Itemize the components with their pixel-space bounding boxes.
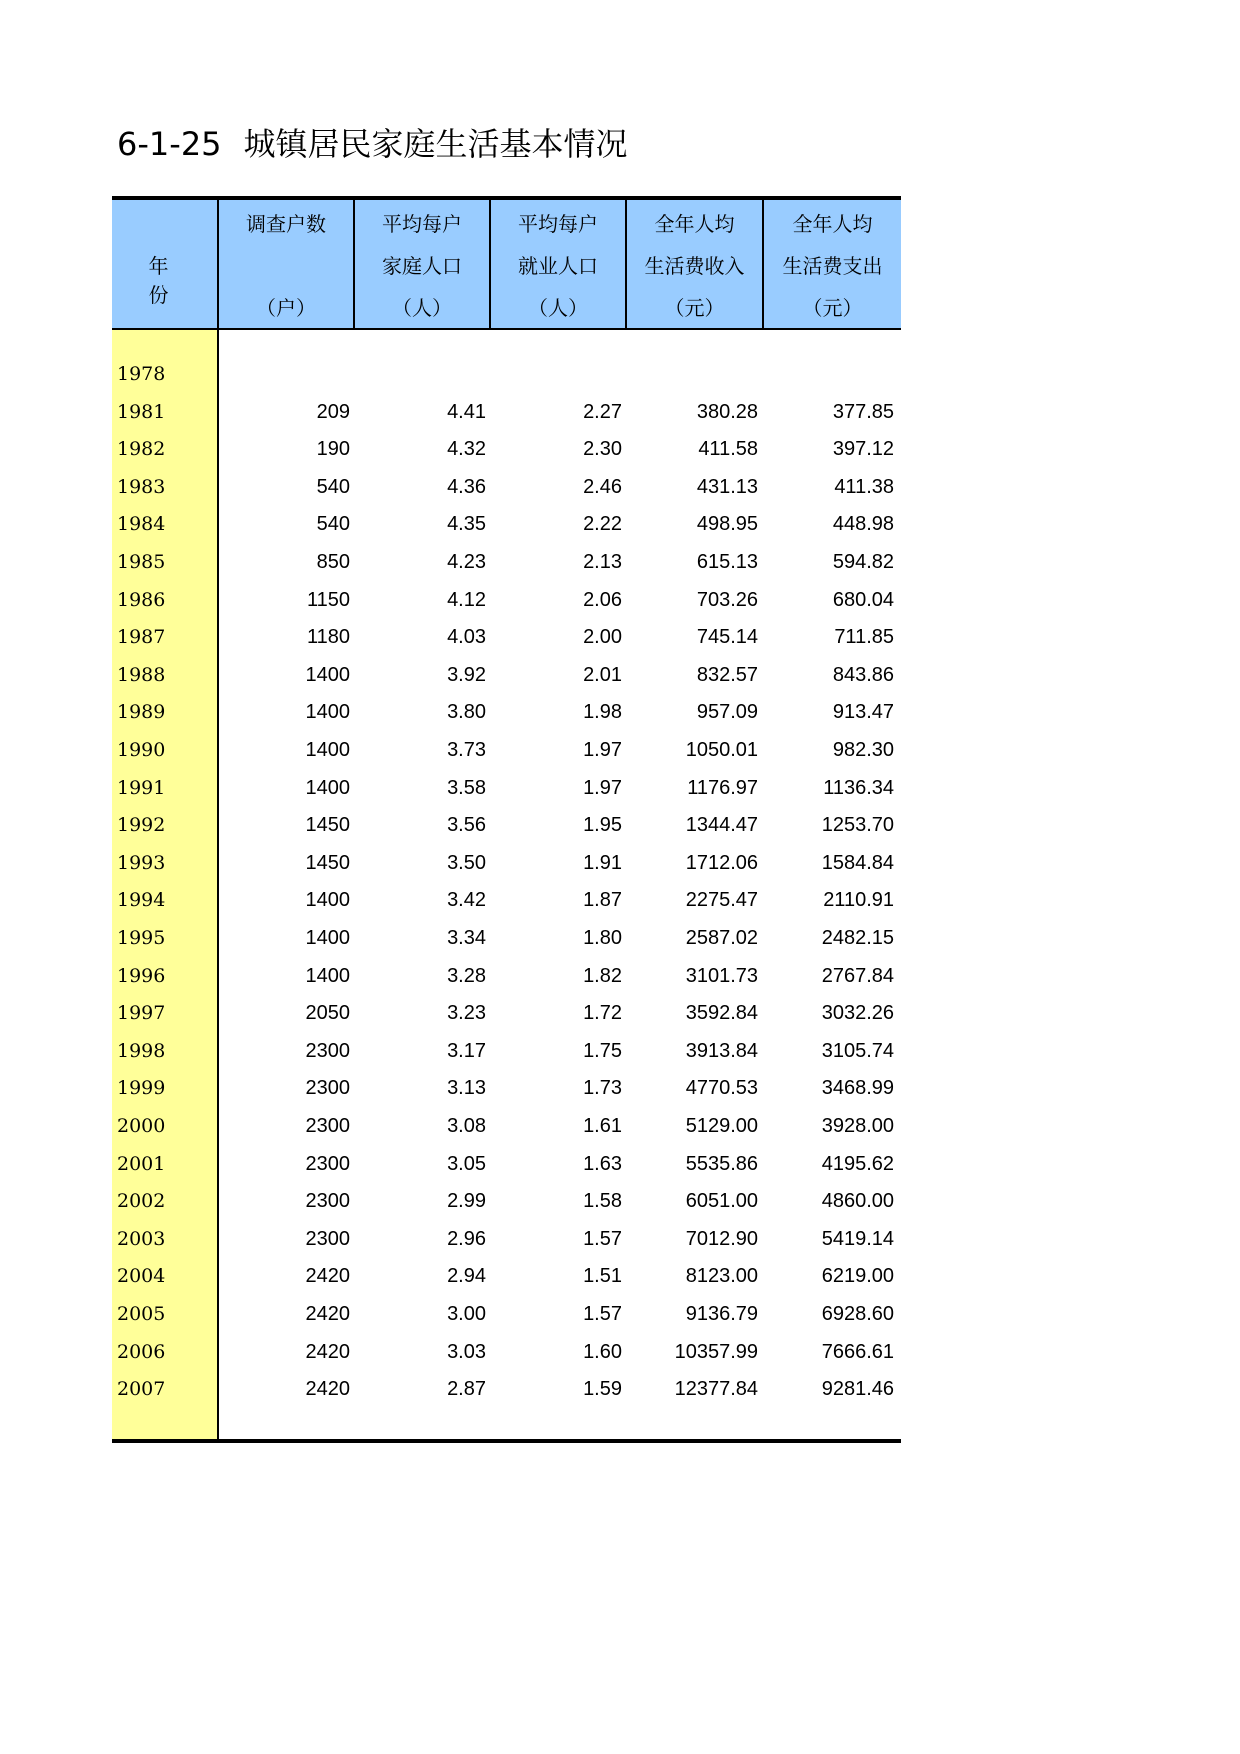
header-unit: （人）: [392, 296, 452, 320]
table-row: [219, 1334, 901, 1371]
cell-income: 957.09: [696, 701, 758, 723]
cell-expenditure: 680.04: [832, 589, 894, 611]
cell-employed: 2.30: [583, 438, 622, 460]
cell-households: 2420: [305, 1341, 350, 1363]
cell-family-size: 3.00: [447, 1303, 486, 1325]
cell-households: 2300: [305, 1077, 350, 1099]
header-line2: 生活费收入: [644, 254, 745, 278]
table-row: [219, 1033, 901, 1070]
table-row: [219, 1296, 901, 1333]
cell-employed: 1.51: [583, 1265, 622, 1287]
table-row: [219, 807, 901, 844]
year-cell: 1991: [117, 777, 166, 799]
cell-income: 615.13: [696, 551, 758, 573]
cell-employed: 1.57: [583, 1303, 622, 1325]
cell-households: 1180: [306, 626, 350, 648]
cell-family-size: 3.58: [447, 777, 486, 799]
cell-employed: 2.06: [583, 589, 622, 611]
cell-income: 10357.99: [674, 1341, 758, 1363]
header-line2: 家庭人口: [382, 254, 462, 278]
cell-income: 498.95: [696, 513, 758, 535]
year-cell: 2006: [117, 1341, 166, 1363]
table-row: [219, 582, 901, 619]
table-row: [219, 920, 901, 957]
cell-income: 8123.00: [685, 1265, 758, 1287]
cell-family-size: 2.99: [447, 1190, 486, 1212]
header-unit: （户）: [256, 296, 316, 320]
year-cell: 2004: [117, 1265, 166, 1287]
table-row: [219, 431, 901, 468]
cell-expenditure: 4860.00: [821, 1190, 894, 1212]
cell-expenditure: 982.30: [832, 739, 894, 761]
table-number: 6-1-25: [117, 125, 222, 163]
cell-households: 1450: [305, 852, 350, 874]
cell-expenditure: 2110.91: [823, 889, 894, 911]
cell-employed: 2.00: [583, 626, 622, 648]
cell-households: 850: [316, 551, 350, 573]
table-row: [219, 845, 901, 882]
header-year-label: 年 份: [148, 254, 193, 307]
year-cell: 2005: [117, 1303, 166, 1325]
cell-family-size: 3.50: [447, 852, 486, 874]
header-family-size: [355, 200, 491, 328]
cell-expenditure: 1584.84: [821, 852, 894, 874]
cell-family-size: 4.32: [447, 438, 486, 460]
year-cell: 1995: [117, 927, 166, 949]
cell-employed: 1.82: [583, 965, 622, 987]
cell-employed: 1.60: [583, 1341, 622, 1363]
cell-income: 1344.47: [685, 814, 758, 836]
header-line2: 就业人口: [518, 254, 598, 278]
cell-households: 1150: [306, 589, 350, 611]
year-cell: 1996: [117, 965, 166, 987]
year-cell: 1997: [117, 1002, 166, 1024]
cell-expenditure: 2767.84: [821, 965, 894, 987]
cell-households: 2300: [305, 1190, 350, 1212]
cell-family-size: 3.80: [447, 701, 486, 723]
cell-expenditure: [763, 356, 899, 393]
cell-income: 1176.97: [687, 777, 758, 799]
cell-households: [219, 356, 355, 393]
cell-expenditure: 411.38: [834, 476, 894, 498]
cell-employed: 1.75: [583, 1040, 622, 1062]
cell-family-size: 4.41: [447, 401, 486, 423]
year-cell: 1989: [117, 701, 166, 723]
table-header: [112, 196, 901, 330]
cell-employed: 1.59: [583, 1378, 622, 1400]
cell-employed: 1.73: [583, 1077, 622, 1099]
cell-expenditure: 7666.61: [821, 1341, 894, 1363]
cell-income: 3913.84: [685, 1040, 758, 1062]
cell-employed: [491, 356, 627, 393]
header-unit: （人）: [528, 296, 588, 320]
cell-family-size: 4.23: [447, 551, 486, 573]
cell-households: 1400: [305, 965, 350, 987]
header-line1: 调查户数: [246, 212, 326, 236]
cell-households: 1450: [305, 814, 350, 836]
cell-households: 2420: [305, 1265, 350, 1287]
table-row: [219, 356, 901, 393]
cell-family-size: 3.28: [447, 965, 486, 987]
cell-expenditure: 6219.00: [821, 1265, 894, 1287]
year-cell: 1987: [117, 626, 166, 648]
cell-households: 2420: [305, 1303, 350, 1325]
cell-income: 411.58: [698, 438, 758, 460]
cell-expenditure: 1253.70: [821, 814, 894, 836]
year-column: [112, 330, 219, 1439]
year-cell: 1998: [117, 1040, 166, 1062]
cell-employed: 2.27: [583, 401, 622, 423]
header-unit: （元）: [802, 296, 863, 320]
cell-employed: 1.91: [583, 852, 622, 874]
header-expenditure: [764, 200, 901, 328]
cell-expenditure: 4195.62: [821, 1153, 894, 1175]
header-line1: 全年人均: [792, 212, 873, 236]
cell-expenditure: 2482.15: [821, 927, 894, 949]
year-cell: 2000: [117, 1115, 166, 1137]
header-line1: 全年人均: [654, 212, 735, 236]
table-row: [219, 619, 901, 656]
table-row: [219, 1070, 901, 1107]
cell-employed: 1.72: [583, 1002, 622, 1024]
cell-expenditure: 397.12: [832, 438, 894, 460]
cell-expenditure: 448.98: [832, 513, 894, 535]
year-cell: 1990: [117, 739, 166, 761]
table-title: 城镇居民家庭生活基本情况: [243, 125, 628, 163]
table-row: [219, 732, 901, 769]
cell-expenditure: 9281.46: [821, 1378, 894, 1400]
cell-expenditure: 711.85: [834, 626, 894, 648]
cell-employed: 1.57: [583, 1228, 622, 1250]
header-income: [627, 200, 764, 328]
cell-family-size: 3.03: [447, 1341, 486, 1363]
year-cell: 1999: [117, 1077, 166, 1099]
table-row: [219, 506, 901, 543]
cell-income: 380.28: [696, 401, 758, 423]
header-line1: 平均每户: [382, 212, 462, 236]
year-cell: 1993: [117, 852, 166, 874]
cell-income: 1050.01: [685, 739, 758, 761]
cell-employed: 1.58: [583, 1190, 622, 1212]
cell-family-size: 3.17: [447, 1040, 486, 1062]
year-cell: 1978: [117, 363, 166, 385]
cell-expenditure: 3032.26: [821, 1002, 894, 1024]
table-row: [219, 1221, 901, 1258]
table-row: [219, 394, 901, 431]
cell-expenditure: 3468.99: [821, 1077, 894, 1099]
cell-family-size: 3.56: [447, 814, 486, 836]
cell-households: 540: [316, 476, 350, 498]
year-cell: 2002: [117, 1190, 166, 1212]
table-row: [219, 544, 901, 581]
cell-employed: 1.97: [583, 777, 622, 799]
cell-income: 2587.02: [685, 927, 758, 949]
table-body: [112, 330, 901, 1443]
year-cell: 2001: [117, 1153, 166, 1175]
cell-income: 7012.90: [685, 1228, 758, 1250]
cell-family-size: 4.36: [447, 476, 486, 498]
cell-households: 1400: [305, 664, 350, 686]
cell-households: 190: [316, 438, 350, 460]
cell-family-size: 3.34: [447, 927, 486, 949]
cell-households: 2300: [305, 1228, 350, 1250]
cell-employed: 2.46: [583, 476, 622, 498]
cell-income: 832.57: [696, 664, 758, 686]
cell-employed: 1.98: [583, 701, 622, 723]
cell-households: 1400: [305, 777, 350, 799]
cell-family-size: 2.96: [447, 1228, 486, 1250]
cell-family-size: 3.05: [447, 1153, 486, 1175]
table-row: [219, 1146, 901, 1183]
cell-expenditure: 913.47: [832, 701, 894, 723]
cell-expenditure: 5419.14: [821, 1228, 894, 1250]
cell-households: 2300: [305, 1040, 350, 1062]
cell-households: 1400: [305, 927, 350, 949]
cell-expenditure: 6928.60: [821, 1303, 894, 1325]
cell-expenditure: 1136.34: [823, 777, 894, 799]
cell-employed: 2.13: [583, 551, 622, 573]
data-table: [112, 196, 901, 1443]
cell-income: 4770.53: [685, 1077, 758, 1099]
header-line2: 生活费支出: [782, 254, 883, 278]
cell-employed: 2.22: [583, 513, 622, 535]
table-row: [219, 1371, 901, 1408]
year-cell: 1983: [117, 476, 166, 498]
cell-employed: 1.61: [583, 1115, 622, 1137]
cell-family-size: 3.73: [447, 739, 486, 761]
year-cell: 1986: [117, 589, 166, 611]
page-title: [117, 124, 628, 164]
cell-households: 2050: [305, 1002, 350, 1024]
table-row: [219, 882, 901, 919]
cell-family-size: 4.35: [447, 513, 486, 535]
cell-family-size: 2.94: [447, 1265, 486, 1287]
year-cell: 2003: [117, 1228, 166, 1250]
cell-income: 3592.84: [685, 1002, 758, 1024]
header-year: [112, 200, 219, 328]
cell-expenditure: 843.86: [832, 664, 894, 686]
table-row: [219, 770, 901, 807]
cell-households: 1400: [305, 739, 350, 761]
table-row: [219, 995, 901, 1032]
cell-households: 540: [316, 513, 350, 535]
cell-family-size: 3.08: [447, 1115, 486, 1137]
cell-family-size: 3.13: [447, 1077, 486, 1099]
cell-income: 703.26: [696, 589, 758, 611]
table-row: [219, 1183, 901, 1220]
year-cell: 1988: [117, 664, 166, 686]
cell-expenditure: 594.82: [832, 551, 894, 573]
cell-employed: 2.01: [583, 664, 622, 686]
cell-family-size: [355, 356, 491, 393]
cell-income: 3101.73: [685, 965, 758, 987]
cell-family-size: 2.87: [447, 1378, 486, 1400]
cell-households: 2420: [305, 1378, 350, 1400]
header-unit: （元）: [664, 296, 725, 320]
table-row: [219, 469, 901, 506]
cell-income: 5129.00: [685, 1115, 758, 1137]
year-cell: 1982: [117, 438, 166, 460]
cell-households: 2300: [305, 1115, 350, 1137]
header-employed: [491, 200, 627, 328]
cell-households: 209: [316, 401, 350, 423]
table-row: [219, 657, 901, 694]
cell-households: 2300: [305, 1153, 350, 1175]
cell-income: 745.14: [696, 626, 758, 648]
cell-expenditure: 377.85: [832, 401, 894, 423]
cell-employed: 1.97: [583, 739, 622, 761]
cell-family-size: 4.03: [447, 626, 486, 648]
cell-employed: 1.87: [583, 889, 622, 911]
cell-family-size: 3.23: [447, 1002, 486, 1024]
year-cell: 1984: [117, 513, 166, 535]
header-households: [219, 200, 355, 328]
cell-income: 5535.86: [685, 1153, 758, 1175]
header-line1: 平均每户: [518, 212, 598, 236]
cell-family-size: 3.42: [447, 889, 486, 911]
cell-income: 12377.84: [674, 1378, 758, 1400]
cell-family-size: 4.12: [447, 589, 486, 611]
cell-income: 431.13: [696, 476, 758, 498]
cell-income: 9136.79: [685, 1303, 758, 1325]
table-row: [219, 1258, 901, 1295]
year-cell: 1994: [117, 889, 166, 911]
year-cell: 2007: [117, 1378, 166, 1400]
cell-employed: 1.80: [583, 927, 622, 949]
cell-income: [627, 356, 763, 393]
table-row: [219, 1108, 901, 1145]
table-row: [219, 694, 901, 731]
cell-family-size: 3.92: [447, 664, 486, 686]
cell-employed: 1.95: [583, 814, 622, 836]
cell-households: 1400: [305, 701, 350, 723]
cell-expenditure: 3105.74: [821, 1040, 894, 1062]
year-cell: 1981: [117, 401, 166, 423]
cell-households: 1400: [305, 889, 350, 911]
table-row: [219, 958, 901, 995]
values-area: [219, 330, 901, 1439]
cell-employed: 1.63: [583, 1153, 622, 1175]
year-cell: 1992: [117, 814, 166, 836]
cell-income: 6051.00: [685, 1190, 758, 1212]
cell-income: 2275.47: [685, 889, 758, 911]
year-cell: 1985: [117, 551, 166, 573]
cell-expenditure: 3928.00: [821, 1115, 894, 1137]
cell-income: 1712.06: [685, 852, 758, 874]
